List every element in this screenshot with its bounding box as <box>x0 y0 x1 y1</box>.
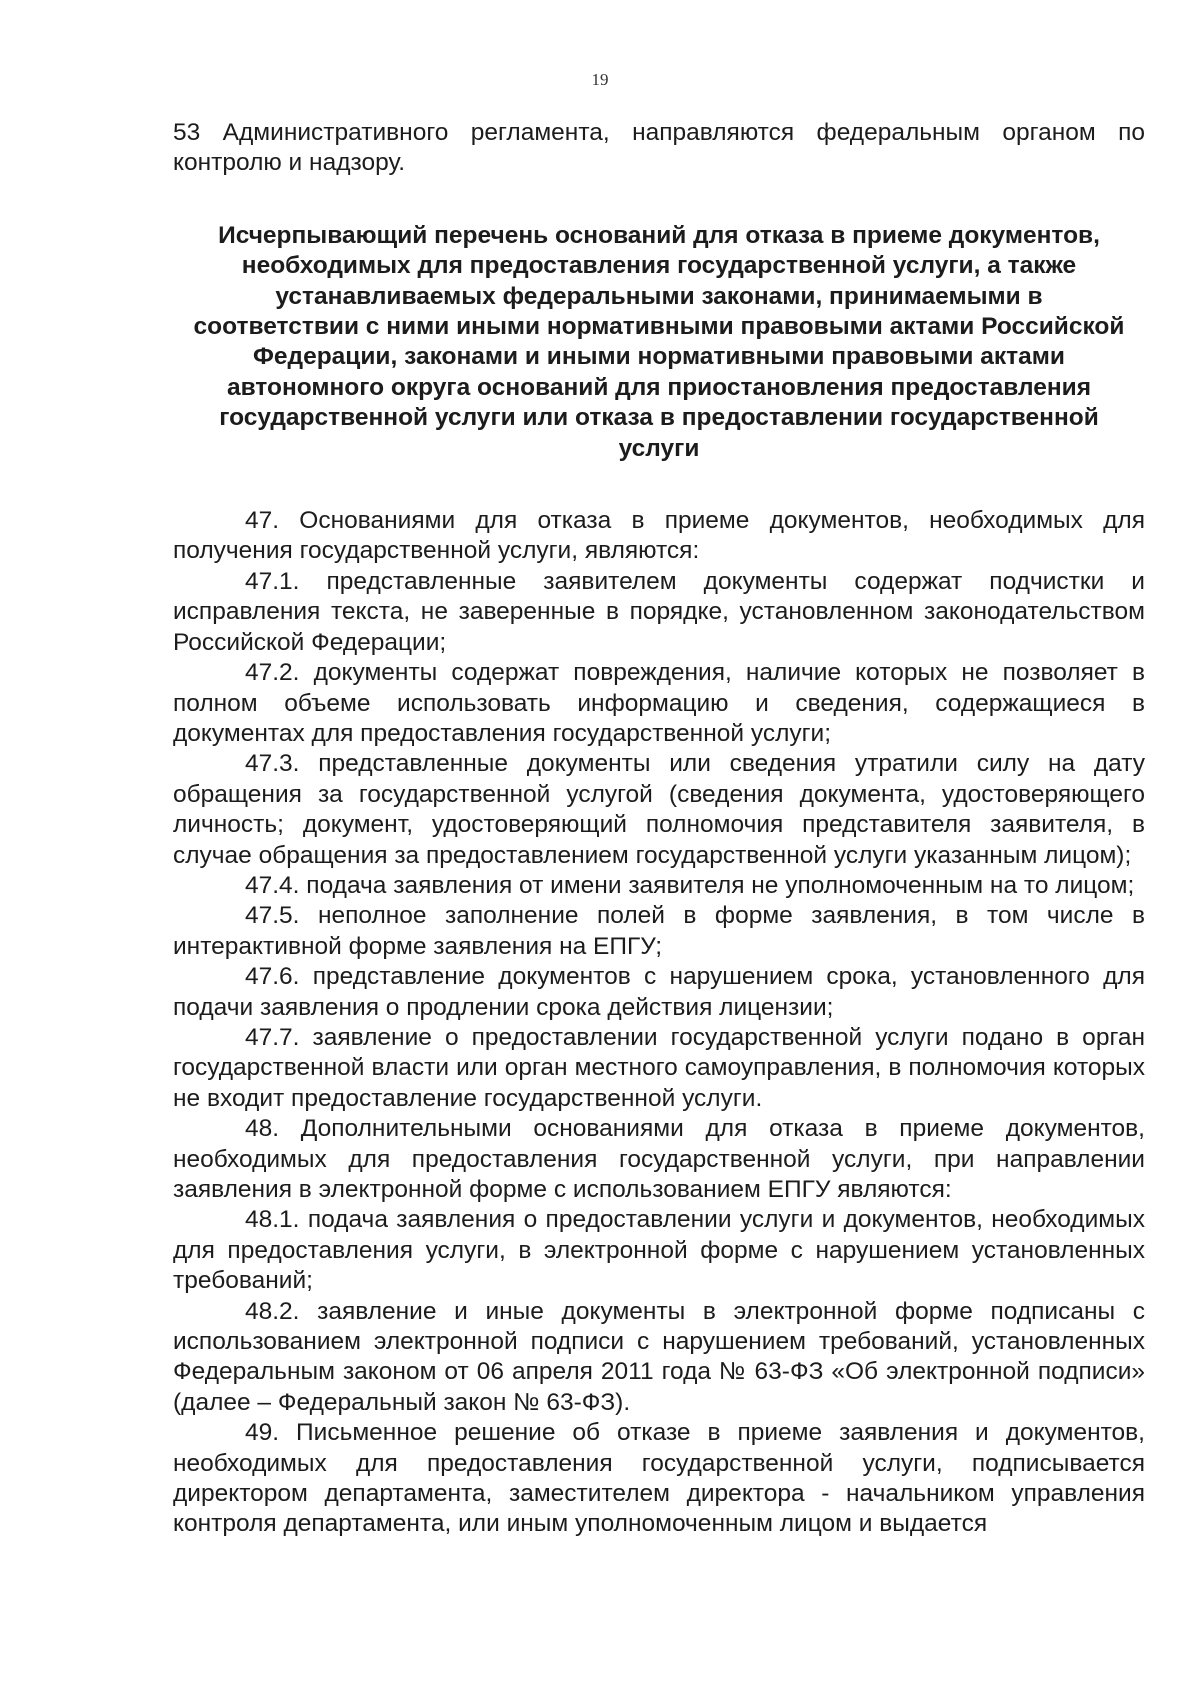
paragraph-49: 49. Письменное решение об отказе в приеме заявления и документов, необходимых для предоставления государственной услуги, подписывается директором департамента, заместителем директора - начальником управления контроля департамента, или иным уполномоченным лицом и выдается <box>173 1419 1145 1538</box>
continuation-paragraph: 53 Административного регламента, направляются федеральным органом по контролю и надзору. <box>173 119 1145 177</box>
paragraph-47-3: 47.3. представленные документы или сведения утратили силу на дату обращения за государственной услугой (сведения документа, удостоверяющего личность; документ, удостоверяющий полномочия представителя заявителя, в случае обращения за предоставлением государственной услуги указанным лицом); <box>173 750 1145 869</box>
paragraph-47-6: 47.6. представление документов с нарушением срока, установленного для подачи заявления о продлении срока действия лицензии; <box>173 963 1145 1021</box>
paragraph-48: 48. Дополнительными основаниями для отказа в приеме документов, необходимых для предоставления государственной услуги, при направлении заявления в электронной форме с использованием ЕПГУ являются: <box>173 1115 1145 1203</box>
document-body <box>173 118 1145 1540</box>
paragraph-48-1: 48.1. подача заявления о предоставлении услуги и документов, необходимых для предоставления услуги, в электронной форме с нарушением установленных требований; <box>173 1206 1145 1295</box>
section-heading: Исчерпывающий перечень оснований для отказа в приеме документов, необходимых для предоставления государственной услуги, а также устанавливаемых федеральными законами, принимаемыми в соответствии с ними иными нормативными правовыми актами Российской Федерации, законами и иными нормативными правовыми актами автономного округа оснований для приостановления предоставления государственной услуги или отказа в предоставлении государственной услуги <box>193 221 1125 462</box>
paragraph-47: 47. Основаниями для отказа в приеме документов, необходимых для получения государственной услуги, являются: <box>173 507 1145 565</box>
paragraph-47-1: 47.1. представленные заявителем документы содержат подчистки и исправления текста, не заверенные в порядке, установленном законодательством Российской Федерации; <box>173 567 1145 656</box>
paragraph-47-7: 47.7. заявление о предоставлении государственной услуги подано в орган государственной власти или орган местного самоуправления, в полномочия которых не входит предоставление государственной услуги. <box>173 1023 1145 1112</box>
paragraph-48-2: 48.2. заявление и иные документы в электронной форме подписаны с использованием электронной подписи с нарушением требований, установленных Федеральным законом от 06 апреля 2011 года № 63-ФЗ «Об электронной подписи» (далее – Федеральный закон № 63-ФЗ). <box>173 1297 1145 1416</box>
page-number: 19 <box>591 70 609 89</box>
paragraph-47-5: 47.5. неполное заполнение полей в форме заявления, в том числе в интерактивной форме заявления на ЕПГУ; <box>173 902 1145 960</box>
paragraph-47-2: 47.2. документы содержат повреждения, наличие которых не позволяет в полном объеме использовать информацию и сведения, содержащиеся в документах для предоставления государственной услуги; <box>173 659 1145 747</box>
paragraph-47-4: 47.4. подача заявления от имени заявителя не уполномоченным на то лицом; <box>245 871 1135 899</box>
